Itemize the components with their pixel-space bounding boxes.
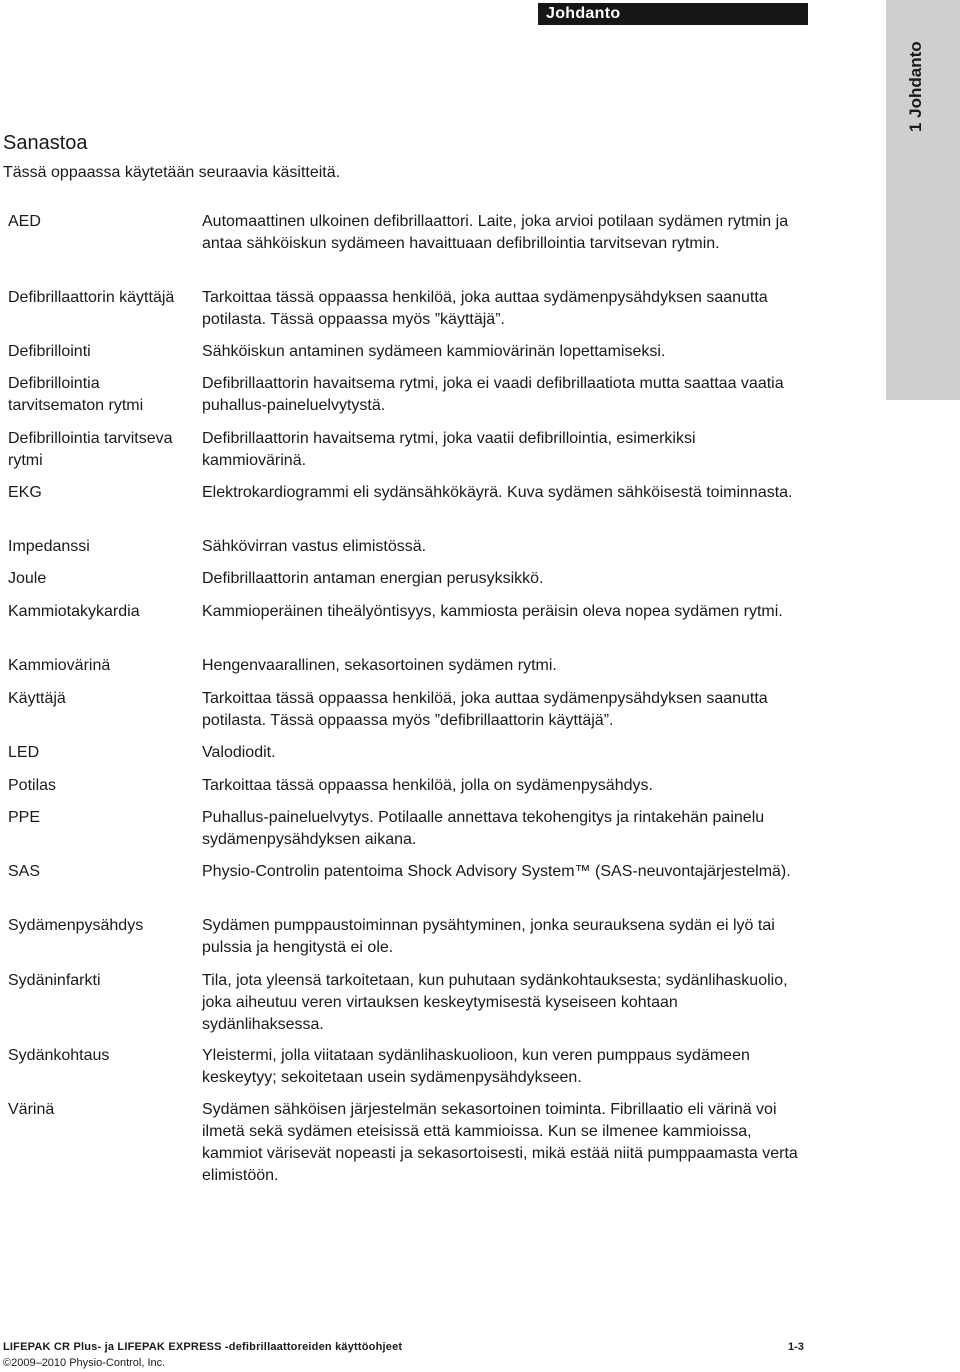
glossary-term: AED (8, 213, 41, 230)
glossary-term: Käyttäjä (8, 690, 66, 707)
glossary-definition: Tarkoittaa tässä oppaassa henkilöä, jolla on sydämenpysähdys. (202, 777, 653, 794)
glossary-term: Defibrillointia tarvitsematon rytmi (8, 375, 144, 414)
glossary-term: Defibrillointi (8, 343, 91, 360)
glossary-definition: Valodiodit. (202, 744, 276, 761)
glossary-term: Kammiotakykardia (8, 603, 140, 620)
glossary-term: Sydänkohtaus (8, 1047, 110, 1064)
glossary-definition: Kammioperäinen tiheälyöntisyys, kammiosta peräisin oleva nopea sydämen rytmi. (202, 603, 783, 620)
glossary-term: Sydäninfarkti (8, 972, 101, 989)
footer-copyright: ©2009–2010 Physio-Control, Inc. (3, 1357, 166, 1369)
glossary-definition: Physio-Controlin patentoima Shock Advisory System™ (SAS-neuvontajärjestelmä). (202, 863, 791, 880)
glossary-term: LED (8, 744, 40, 761)
glossary-definition: Defibrillaattorin havaitsema rytmi, joka vaatii defibrillointia, esimerkiksi kammiovärinä. (202, 430, 696, 469)
footer-page-number: 1-3 (788, 1341, 804, 1353)
glossary-definition: Tila, jota yleensä tarkoitetaan, kun puhutaan sydänkohtauksesta; sydänlihaskuolio, joka aiheutuu veren virtauksen keskeytymisestä kyseiseen kohtaan sydänlihaksessa. (202, 972, 788, 1033)
glossary-term: PPE (8, 809, 41, 826)
glossary-term: Impedanssi (8, 538, 90, 555)
glossary-definition: Sydämen sähköisen järjestelmän sekasortoinen toiminta. Fibrillaatio eli värinä voi ilmetä sekä sydämen eteisissä että kammioissa. Kun se ilmenee kammioissa, kammiot värisevät nopeasti ja sekasortoisesti, mikä estää niitä pumppaamasta verta elimistöön. (202, 1101, 798, 1184)
glossary-definition: Sähkövirran vastus elimistössä. (202, 538, 427, 555)
chapter-header-title: Johdanto (546, 5, 621, 22)
glossary-term: Kammiovärinä (8, 657, 111, 674)
glossary-term: Värinä (8, 1101, 55, 1118)
glossary-definition: Automaattinen ulkoinen defibrillaattori. Laite, joka arvioi potilaan sydämen rytmin ja antaa sähköiskun sydämeen havaittuaan defibrillointia tarvitsevan rytmin. (202, 213, 789, 252)
glossary-term: EKG (8, 484, 42, 501)
glossary-term: Sydämenpysähdys (8, 917, 144, 934)
glossary-definition: Puhallus-paineluelvytys. Potilaalle annettava tekohengitys ja rintakehän painelu sydämenpysähdyksen aikana. (202, 809, 765, 848)
glossary-definition: Sydämen pumppaustoiminnan pysähtyminen, jonka seurauksena sydän ei lyö tai pulssia ja hengitystä ei ole. (202, 917, 775, 956)
glossary-term: SAS (8, 863, 41, 880)
glossary-definition: Hengenvaarallinen, sekasortoinen sydämen rytmi. (202, 657, 557, 674)
section-title: Sanastoa (3, 132, 88, 154)
glossary-term: Joule (8, 570, 47, 587)
glossary-term: Defibrillointia tarvitseva rytmi (8, 430, 173, 469)
section-intro: Tässä oppaassa käytetään seuraavia käsitteitä. (3, 164, 341, 181)
glossary-term: Potilas (8, 777, 57, 794)
glossary-definition: Tarkoittaa tässä oppaassa henkilöä, joka auttaa sydämenpysähdyksen saanutta potilasta. Tässä oppaassa myös ”käyttäjä”. (202, 289, 768, 328)
side-tab-label: 1 Johdanto (906, 41, 925, 132)
glossary-definition: Tarkoittaa tässä oppaassa henkilöä, joka auttaa sydämenpysähdyksen saanutta potilasta. Tässä oppaassa myös ”defibrillaattorin käyttäjä”. (202, 690, 768, 729)
glossary-definition: Yleistermi, jolla viitataan sydänlihaskuolioon, kun veren pumppaus sydämeen keskeytyy; sekoitetaan usein sydämenpysähdykseen. (202, 1047, 750, 1086)
glossary-term: Defibrillaattorin käyttäjä (8, 289, 175, 306)
glossary-definition: Defibrillaattorin havaitsema rytmi, joka ei vaadi defibrillaatiota mutta saattaa vaatia puhallus-paineluelvytystä. (202, 375, 784, 414)
footer-document-title: LIFEPAK CR Plus- ja LIFEPAK EXPRESS -defibrillaattoreiden käyttöohjeet (3, 1341, 403, 1353)
glossary-definition: Elektrokardiogrammi eli sydänsähkökäyrä. Kuva sydämen sähköisestä toiminnasta. (202, 484, 793, 501)
chapter-header (538, 3, 808, 25)
glossary-definition: Defibrillaattorin antaman energian perusyksikkö. (202, 570, 544, 587)
glossary-definition: Sähköiskun antaminen sydämeen kammiovärinän lopettamiseksi. (202, 343, 666, 360)
